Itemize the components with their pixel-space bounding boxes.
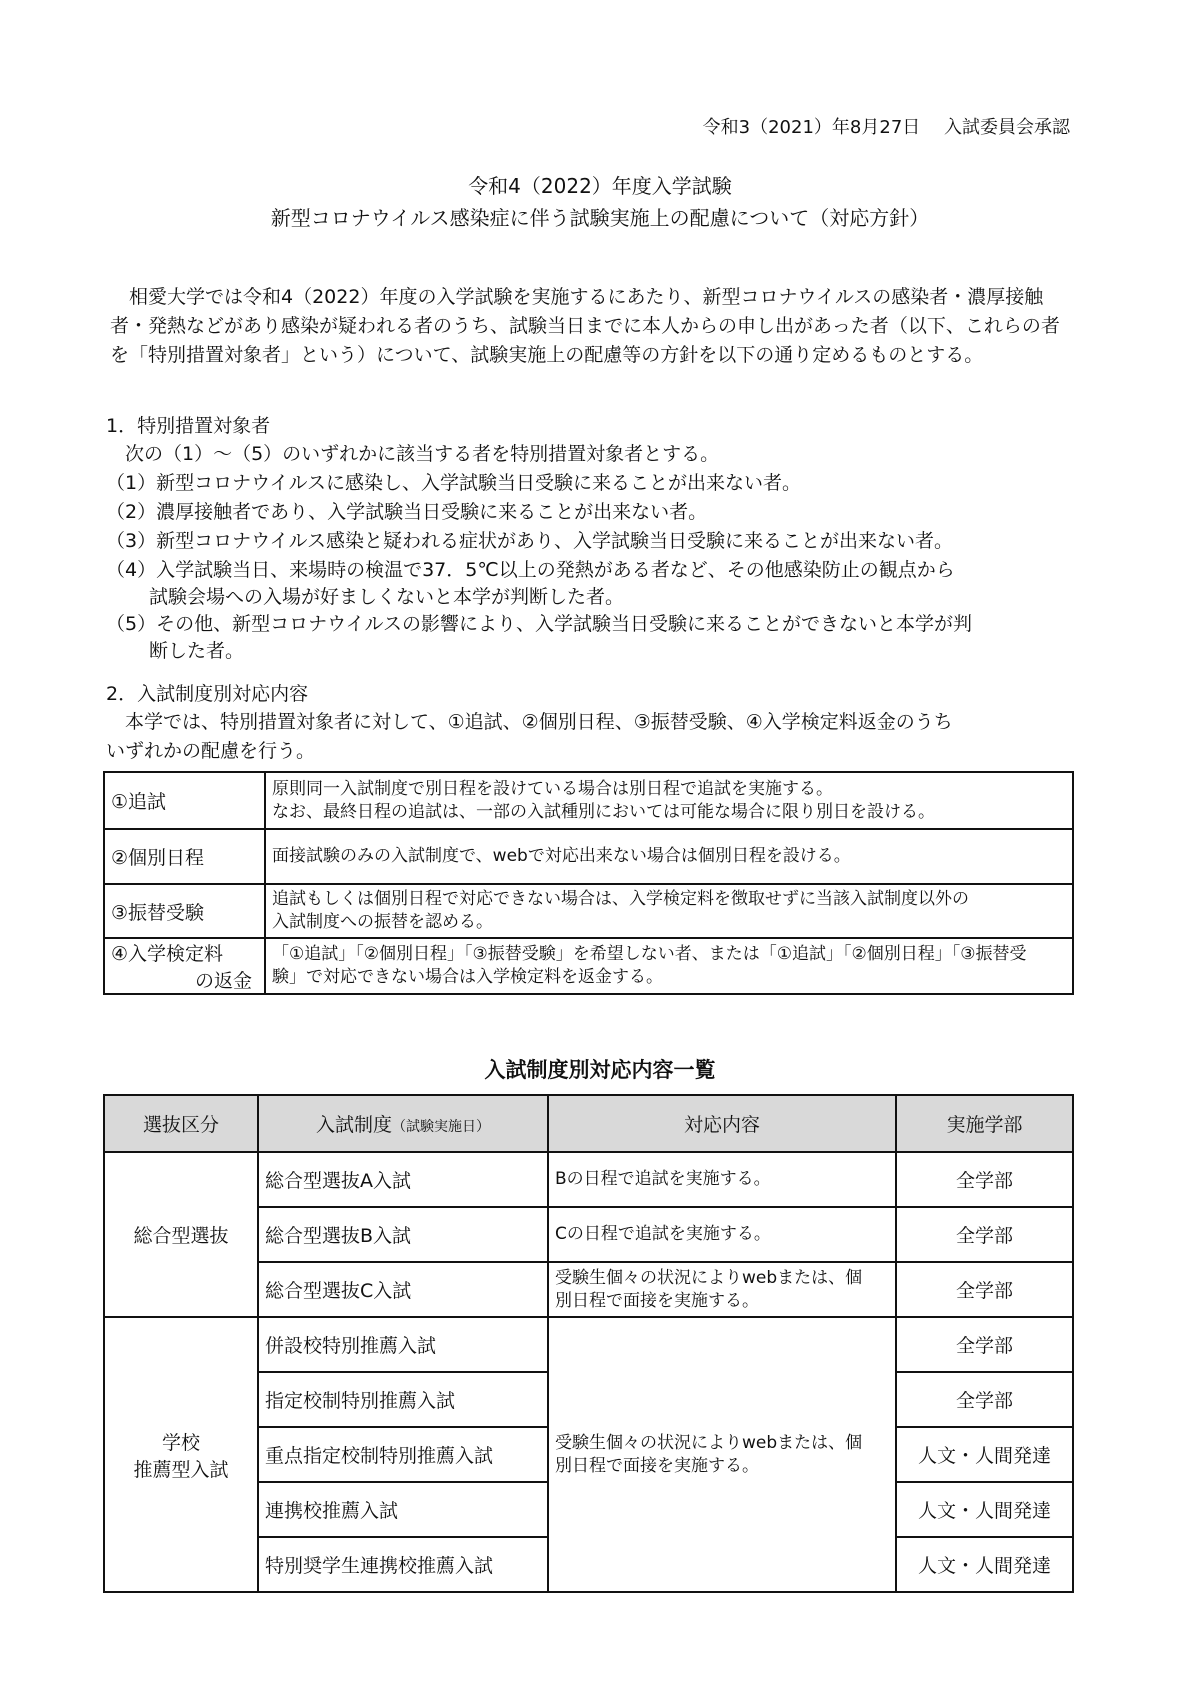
response-cell: 受験生個々の状況によりwebまたは、個 別日程で面接を実施する。 xyxy=(548,1262,896,1317)
policy-key: ④入学検定料 の返金 xyxy=(104,938,265,994)
faculty-cell: 人文・人間発達 xyxy=(896,1427,1073,1482)
response-cell: Cの日程で追試を実施する。 xyxy=(548,1207,896,1262)
section2-lead-line2: いずれかの配慮を行う。 xyxy=(106,740,316,762)
intro-paragraph: 相愛大学では令和4（2022）年度の入学試験を実施するにあたり、新型コロナウイルスの感染者・濃厚接触者・発熱などがあり感染が疑われる者のうち、試験当日までに本人からの申し出があった者（以下、これらの者を「特別措置対象者」という）について、試験実施上の配慮等の方針を以下の通り定めるものとする。 xyxy=(110,286,1060,366)
section1-item xyxy=(106,470,1066,497)
item-continuation: 試験会場への入場が好ましくないと本学が判断した者。 xyxy=(149,586,625,608)
category-cell: 学校 推薦型入試 xyxy=(104,1317,258,1592)
header-faculty: 実施学部 xyxy=(896,1095,1073,1152)
section2-heading: 2．入試制度別対応内容 xyxy=(106,683,309,705)
faculty-cell: 全学部 xyxy=(896,1152,1073,1207)
section1-item xyxy=(106,611,1066,665)
item-text: （5）その他、新型コロナウイルスの影響により、入学試験当日受験に来ることができないと本学が判 xyxy=(106,613,972,635)
faculty-cell: 全学部 xyxy=(896,1372,1073,1427)
policy-key: ①追試 xyxy=(104,772,265,829)
item-text: （3）新型コロナウイルス感染と疑われる症状があり、入学試験当日受験に来ることが出来ない者。 xyxy=(106,530,953,552)
admission-list-table xyxy=(103,1094,1074,1593)
list-table-title: 入試制度別対応内容一覧 xyxy=(484,1058,716,1082)
item-text: （4）入学試験当日、来場時の検温で37．5℃以上の発熱がある者など、その他感染防止の観点から xyxy=(106,559,955,581)
category-cell: 総合型選抜 xyxy=(104,1152,258,1317)
policy-table xyxy=(103,771,1074,995)
item-text: （1）新型コロナウイルスに感染し、入学試験当日受験に来ることが出来ない者。 xyxy=(106,472,801,494)
policy-key: ③振替受験 xyxy=(104,884,265,938)
faculty-cell: 全学部 xyxy=(896,1207,1073,1262)
system-cell: 総合型選抜A入試 xyxy=(258,1152,548,1207)
section1-lead: 次の（1）～（5）のいずれかに該当する者を特別措置対象者とする。 xyxy=(106,443,720,465)
document-title-year: 令和4（2022）年度入学試験 xyxy=(468,174,732,198)
approval-date: 令和3（2021）年8月27日 入試委員会承認 xyxy=(702,117,1070,138)
policy-row xyxy=(104,772,1073,829)
section1-item xyxy=(106,528,1066,555)
section2-lead-line1: 本学では、特別措置対象者に対して、①追試、②個別日程、③振替受験、④入学検定料返金のうち xyxy=(106,711,953,733)
policy-text: 原則同一入試制度で別日程を設けている場合は別日程で追試を実施する。 なお、最終日程の追試は、一部の入試種別においては可能な場合に限り別日を設ける。 xyxy=(265,772,1073,829)
faculty-cell: 人文・人間発達 xyxy=(896,1482,1073,1537)
system-cell: 総合型選抜B入試 xyxy=(258,1207,548,1262)
table-header-row xyxy=(104,1095,1073,1152)
faculty-cell: 人文・人間発達 xyxy=(896,1537,1073,1592)
header-category: 選抜区分 xyxy=(104,1095,258,1152)
policy-text: 「①追試」「②個別日程」「③振替受験」を希望しない者、または「①追試」「②個別日程」「③振替受 験」で対応できない場合は入学検定料を返金する。 xyxy=(265,938,1073,994)
item-continuation: 断した者。 xyxy=(149,640,245,662)
faculty-cell: 全学部 xyxy=(896,1262,1073,1317)
table-row xyxy=(104,1152,1073,1207)
table-row xyxy=(104,1317,1073,1372)
policy-row xyxy=(104,829,1073,884)
policy-text: 面接試験のみの入試制度で、webで対応出来ない場合は個別日程を設ける。 xyxy=(265,829,1073,884)
system-cell: 総合型選抜C入試 xyxy=(258,1262,548,1317)
document-title-subject: 新型コロナウイルス感染症に伴う試験実施上の配慮について（対応方針） xyxy=(270,206,930,230)
faculty-cell: 全学部 xyxy=(896,1317,1073,1372)
section1-item xyxy=(106,557,1066,611)
response-cell: 受験生個々の状況によりwebまたは、個 別日程で面接を実施する。 xyxy=(548,1317,896,1592)
system-cell: 指定校制特別推薦入試 xyxy=(258,1372,548,1427)
system-cell: 連携校推薦入試 xyxy=(258,1482,548,1537)
section1-item xyxy=(106,499,1066,526)
policy-key: ②個別日程 xyxy=(104,829,265,884)
policy-row xyxy=(104,938,1073,994)
header-response: 対応内容 xyxy=(548,1095,896,1152)
item-text: （2）濃厚接触者であり、入学試験当日受験に来ることが出来ない者。 xyxy=(106,501,708,523)
response-cell: Bの日程で追試を実施する。 xyxy=(548,1152,896,1207)
header-system: 入試制度（試験実施日） xyxy=(258,1095,548,1152)
system-cell: 特別奨学生連携校推薦入試 xyxy=(258,1537,548,1592)
policy-text: 追試もしくは個別日程で対応できない場合は、入学検定料を徴取せずに当該入試制度以外の 入試制度への振替を認める。 xyxy=(265,884,1073,938)
section1-heading: 1．特別措置対象者 xyxy=(106,415,271,437)
system-cell: 重点指定校制特別推薦入試 xyxy=(258,1427,548,1482)
policy-row xyxy=(104,884,1073,938)
system-cell: 併設校特別推薦入試 xyxy=(258,1317,548,1372)
